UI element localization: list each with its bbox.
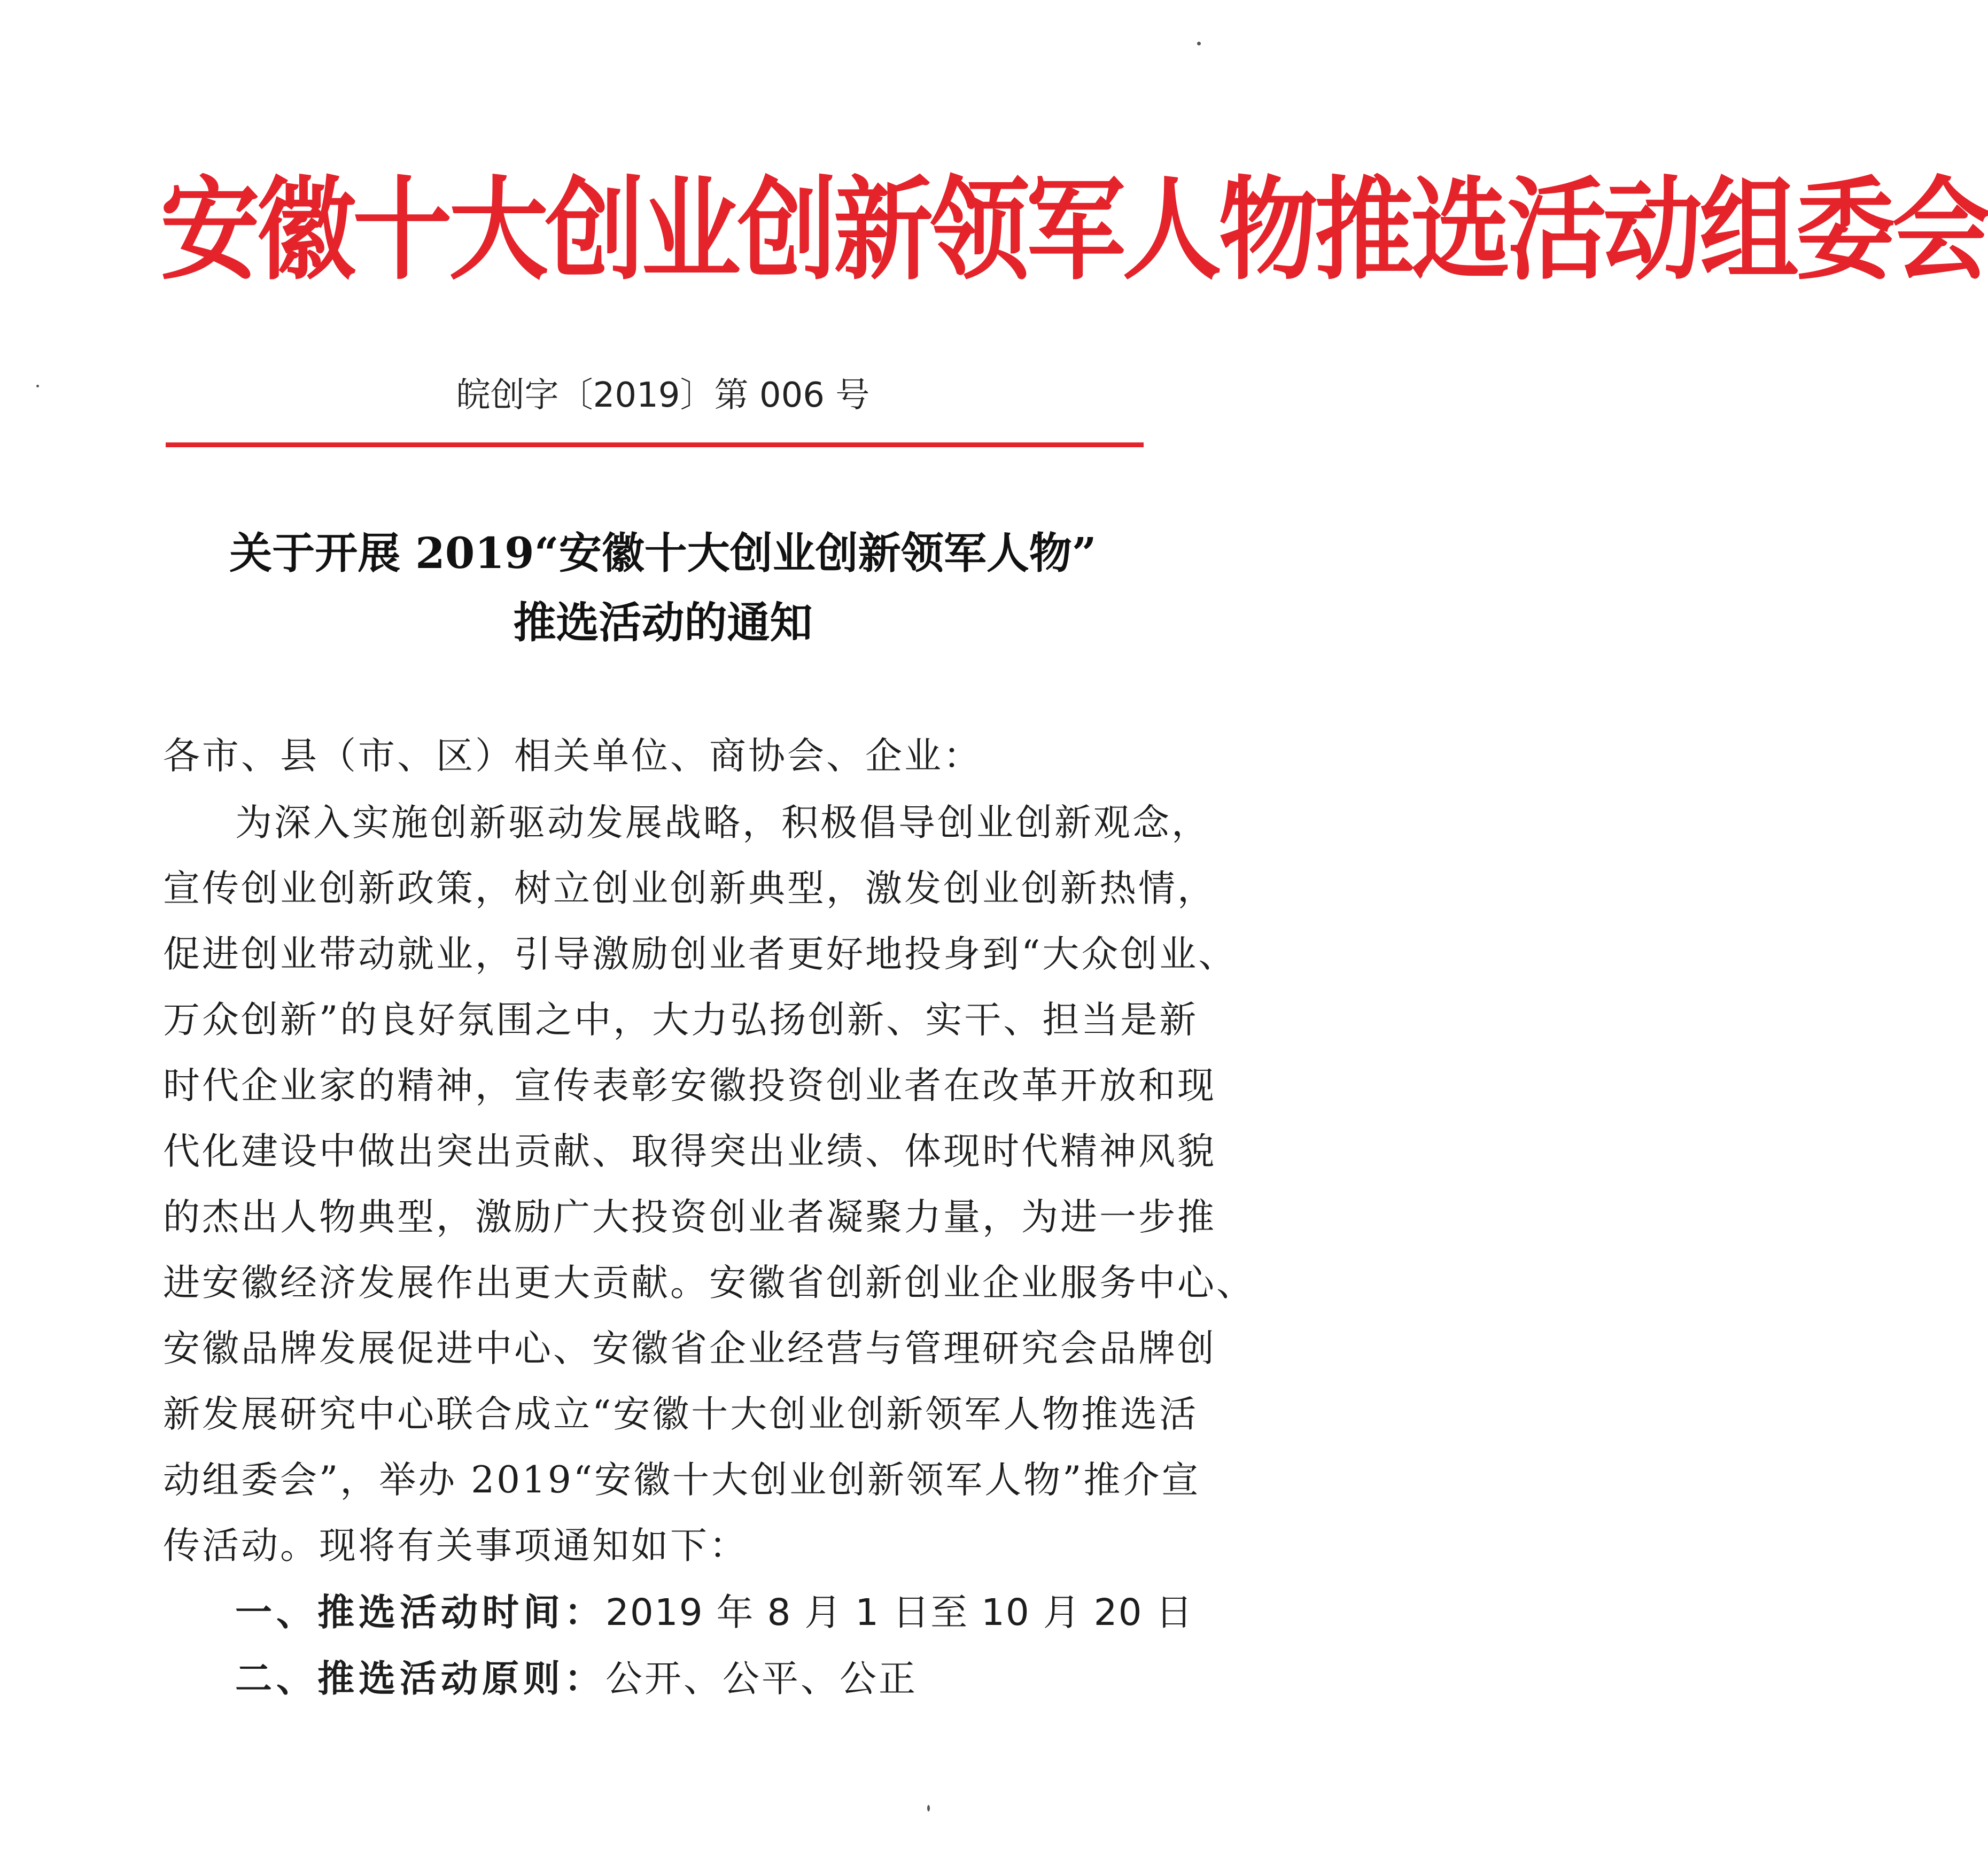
paragraph-line-10: 新发展研究中心联合成立“安徽十大创业创新领军人物推选活 <box>163 1393 1199 1436</box>
scan-speck <box>1197 42 1201 45</box>
paragraph-line-12: 传活动。现将有关事项通知如下： <box>163 1524 748 1567</box>
notice-title-line-1: 关于开展 2019“安徽十大创业创新领军人物” <box>229 528 1097 578</box>
organization-header: 安徽十大创业创新领军人物推选活动组委会 <box>160 164 1988 295</box>
paragraph-line-5: 时代企业家的精神，宣传表彰安徽投资创业者在改革开放和现 <box>163 1064 1216 1107</box>
paragraph-line-9: 安徽品牌发展促进中心、安徽省企业经营与管理研究会品牌创 <box>163 1327 1216 1370</box>
paragraph-line-2: 宣传创业创新政策，树立创业创新典型，激发创业创新热情， <box>163 867 1216 910</box>
red-divider-line <box>166 442 1144 447</box>
item-2-principle <box>235 1652 1152 1706</box>
paragraph-line-6: 代化建设中做出突出贡献、取得突出业绩、体现时代精神风貌 <box>163 1130 1216 1173</box>
paragraph-line-4: 万众创新”的良好氛围之中，大力弘扬创新、实干、担当是新 <box>163 999 1199 1041</box>
item-1-label: 一、推选活动时间： <box>235 1591 605 1634</box>
paragraph-line-8: 进安徽经济发展作出更大贡献。安徽省创新创业企业服务中心、 <box>163 1262 1255 1304</box>
paragraph-line-7: 的杰出人物典型，激励广大投资创业者凝聚力量，为进一步推 <box>163 1196 1216 1239</box>
item-2-value: 公开、公平、公正 <box>605 1658 918 1700</box>
item-1-schedule <box>235 1586 1194 1639</box>
paragraph-line-11: 动组委会”，举办 2019“安徽十大创业创新领军人物”推介宣 <box>163 1459 1201 1501</box>
scan-speck <box>927 1805 930 1811</box>
paragraph-line-3: 促进创业带动就业，引导激励创业者更好地投身到“大众创业、 <box>163 933 1238 976</box>
document-number: 皖创字〔2019〕第 006 号 <box>456 376 870 415</box>
scan-speck <box>36 385 39 387</box>
salutation: 各市、县（市、区）相关单位、商协会、企业： <box>163 735 982 777</box>
item-1-value: 2019 年 8 月 1 日至 10 月 20 日 <box>605 1591 1194 1634</box>
item-2-label: 二、推选活动原则： <box>235 1658 605 1700</box>
notice-title-line-2: 推选活动的通知 <box>513 597 813 648</box>
paragraph-line-1: 为深入实施创新驱动发展战略，积极倡导创业创新观念， <box>235 802 1210 844</box>
